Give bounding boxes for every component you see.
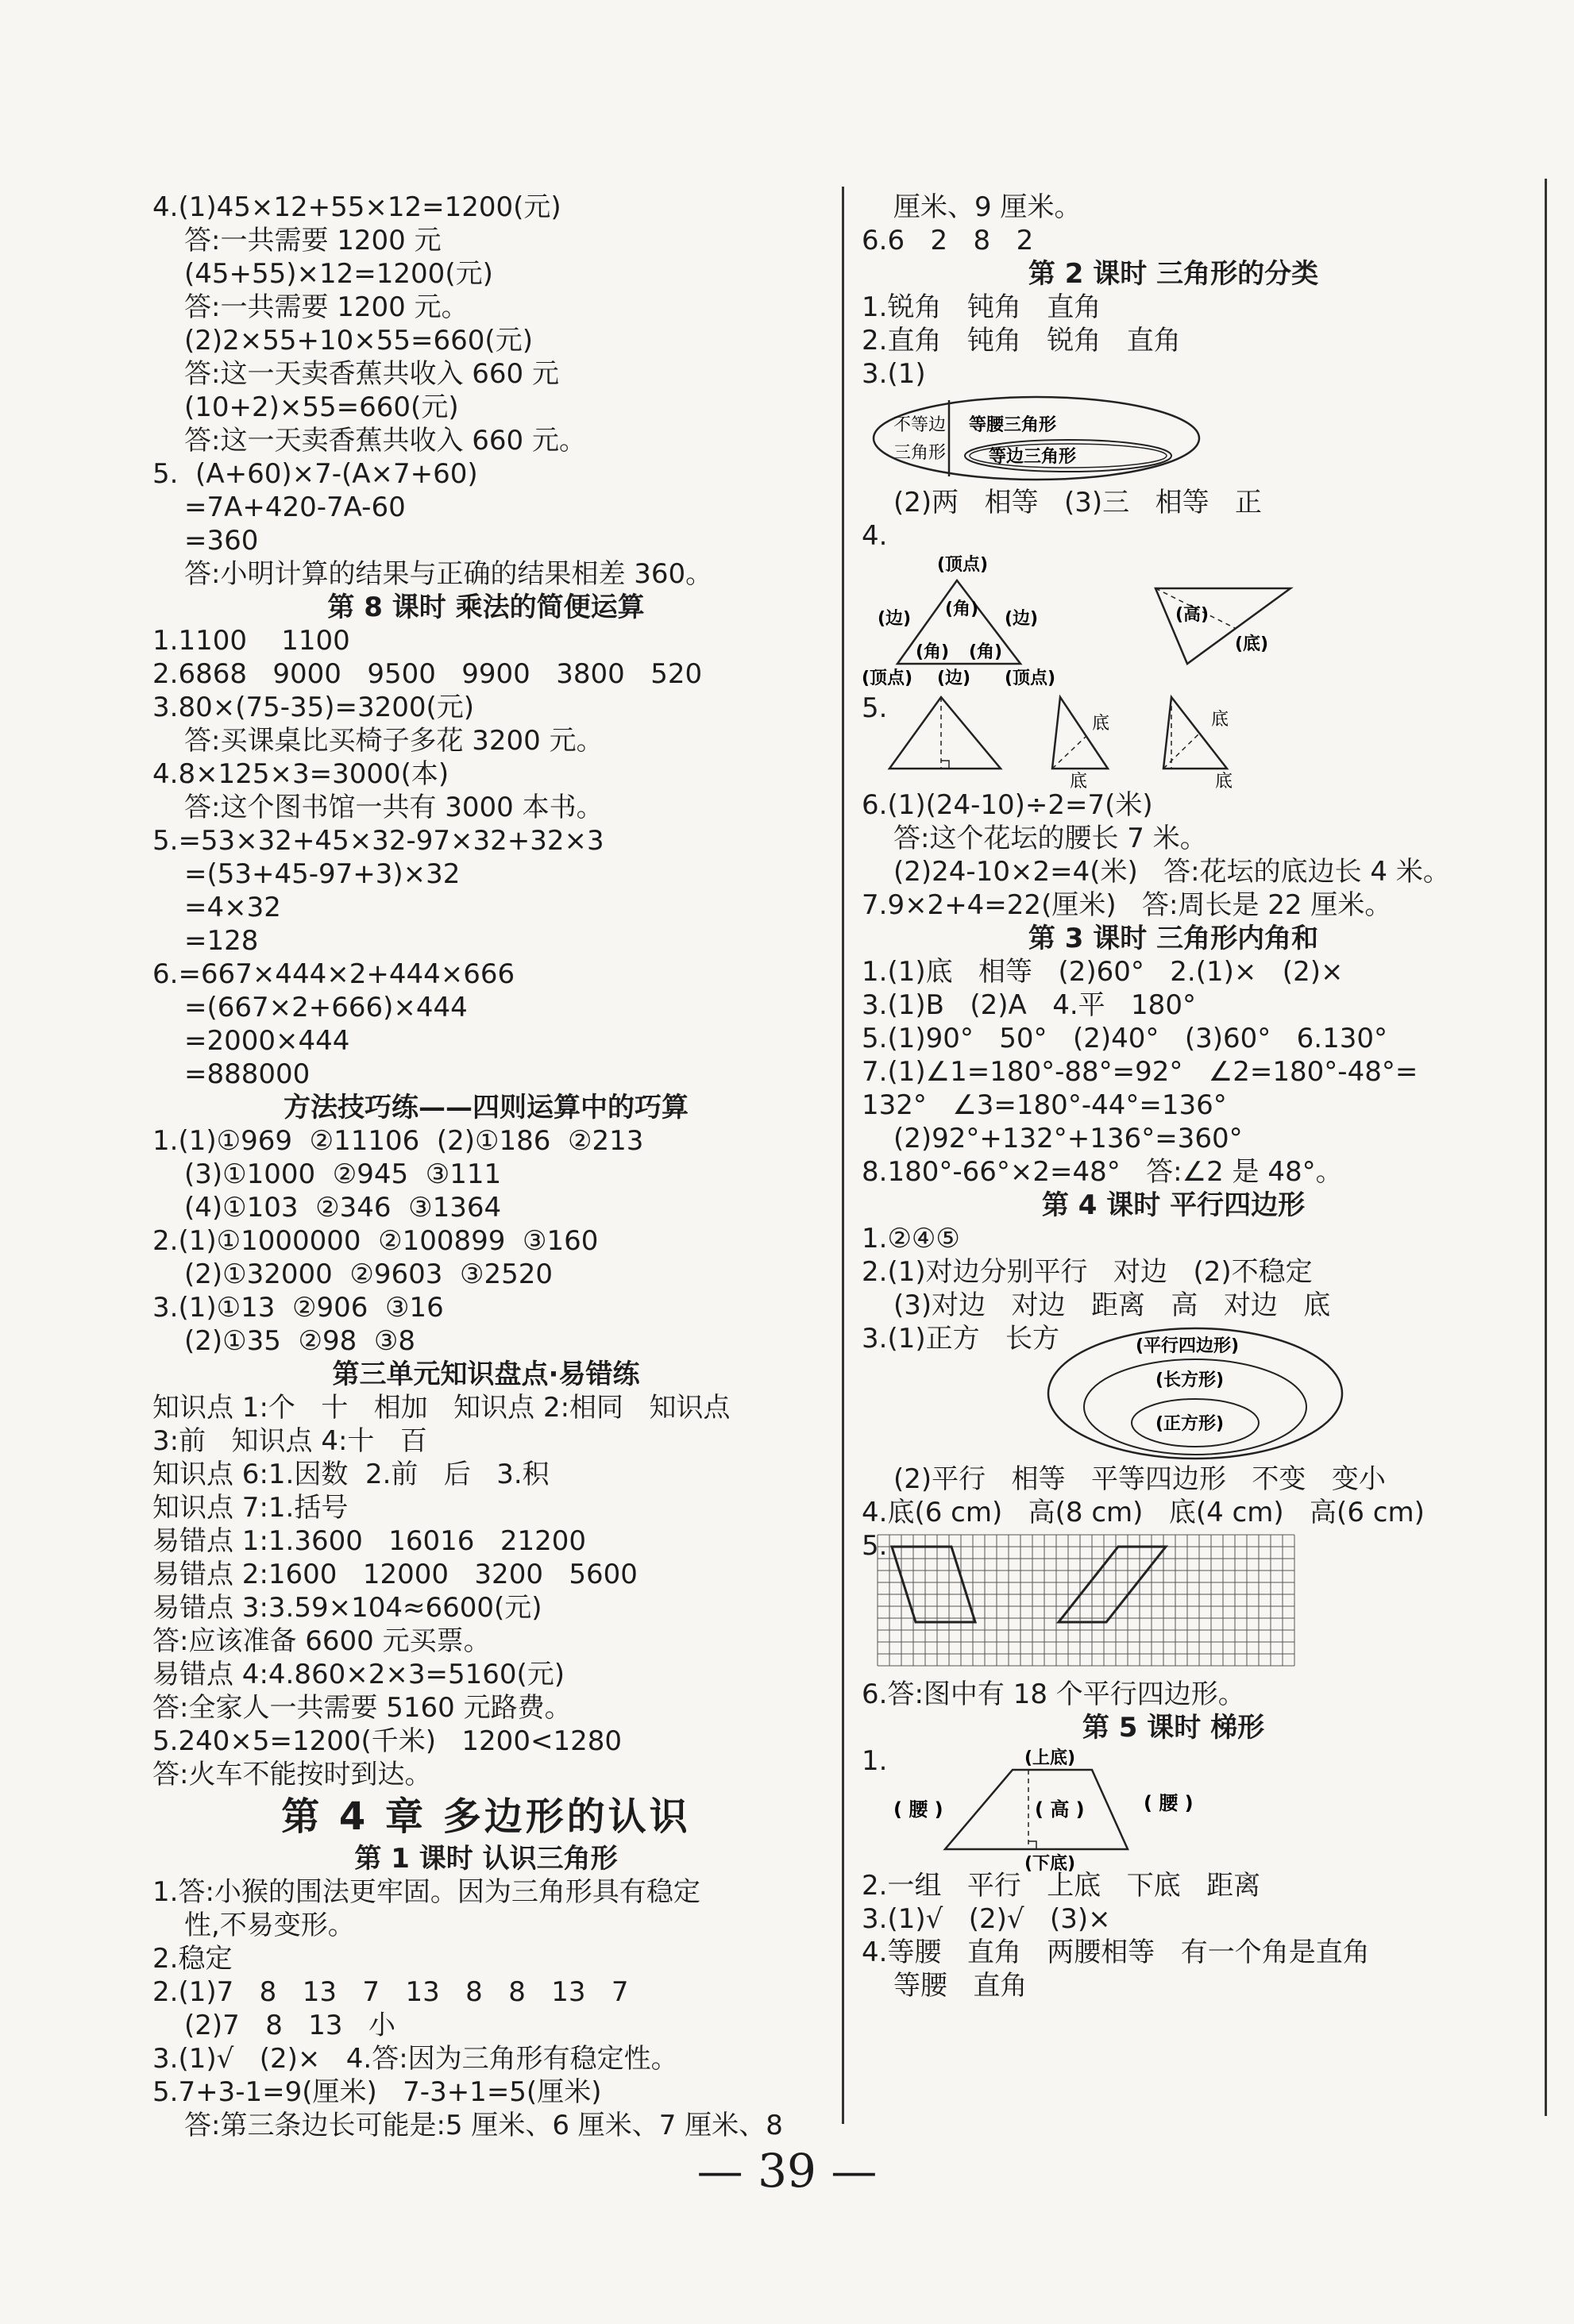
answer-line: 6.(1)(24-10)÷2=7(米) <box>862 789 1153 821</box>
answer-line: (3)对边 对边 距离 高 对边 底 <box>893 1289 1331 1321</box>
answer-line: 2.(1)①1000000 ②100899 ③160 <box>152 1225 599 1257</box>
answer-line: 5. <box>862 692 888 724</box>
answer-line: 性,不易变形。 <box>184 1910 355 1941</box>
label-top-base: (上底) <box>1024 1748 1076 1768</box>
label-side-left: (边) <box>878 609 912 629</box>
answer-line: 答:应该准备 6600 元买票。 <box>152 1625 491 1657</box>
label-height: (高) <box>1175 605 1209 625</box>
answer-line: 5. (A+60)×7-(A×7+60) <box>152 458 478 490</box>
answer-line: 4. <box>862 520 888 552</box>
answer-line: 答:小明计算的结果与正确的结果相差 360。 <box>184 558 713 590</box>
answer-line: 3:前 知识点 4:十 百 <box>152 1425 427 1457</box>
answer-line: 4.底(6 cm) 高(8 cm) 底(4 cm) 高(6 cm) <box>862 1497 1425 1528</box>
answer-line: 5.7+3-1=9(厘米) 7-3+1=5(厘米) <box>152 2076 602 2108</box>
heights-base-label-1: 底 <box>1092 714 1110 734</box>
answer-line: 答:这个图书馆一共有 3000 本书。 <box>184 792 604 823</box>
label-leg-left: ( 腰 ) <box>893 1798 943 1821</box>
answer-line: =128 <box>184 925 259 957</box>
answer-line: (10+2)×55=660(元) <box>184 391 459 423</box>
answer-line: 5.=53×32+45×32-97×32+32×3 <box>152 825 604 857</box>
triangle-parts-figure <box>862 553 1485 692</box>
answer-line: 2.一组 平行 上底 下底 距离 <box>862 1870 1261 1902</box>
answer-line: 5. <box>862 1530 888 1562</box>
chapter-title: 第 4 章 多边形的认识 <box>281 1794 691 1839</box>
answer-line: =2000×444 <box>184 1025 350 1057</box>
heights-figure <box>862 693 1485 792</box>
triangle-classification-diagram <box>862 391 1211 486</box>
label-height: ( 高 ) <box>1035 1798 1085 1821</box>
answer-line: (2)92°+132°+136°=360° <box>893 1123 1243 1154</box>
answer-line: 1.(1)底 相等 (2)60° 2.(1)× (2)× <box>862 956 1344 988</box>
label-angle-right: (角) <box>969 642 1003 662</box>
answer-line: (45+55)×12=1200(元) <box>184 258 493 290</box>
label-square: (正方形) <box>1155 1414 1225 1434</box>
answer-line: 1.锐角 钝角 直角 <box>862 291 1101 323</box>
answer-line: 6.=667×444×2+444×666 <box>152 958 515 990</box>
answer-line: (2)24-10×2=4(米) 答:花坛的底边长 4 米。 <box>893 856 1450 888</box>
answer-line: (2)7 8 13 小 <box>184 2010 395 2041</box>
answer-line: 3.(1)√ (2)√ (3)× <box>862 1903 1111 1935</box>
answer-line: 答:火车不能按时到达。 <box>152 1759 432 1790</box>
answer-line: 1.答:小猴的围法更牢固。因为三角形具有稳定 <box>152 1876 700 1908</box>
answer-line: 2.稳定 <box>152 1943 233 1975</box>
label-angle-left: (角) <box>916 642 950 662</box>
answer-line: 2.6868 9000 9500 9900 3800 520 <box>152 658 703 690</box>
section-heading: 第 5 课时 梯形 <box>1082 1712 1265 1744</box>
answer-line: 7.9×2+4=22(厘米) 答:周长是 22 厘米。 <box>862 889 1392 921</box>
section-heading: 方法技巧练——四则运算中的巧算 <box>284 1092 689 1123</box>
answer-line: =7A+420-7A-60 <box>184 491 406 523</box>
right-block-a <box>862 191 1485 391</box>
answer-line: 答:一共需要 1200 元 <box>184 225 442 256</box>
label-rectangle: (长方形) <box>1155 1370 1225 1390</box>
answer-line: 答:这一天卖香蕉共收入 660 元。 <box>184 425 586 457</box>
triangle-heights-diagram <box>862 693 1338 792</box>
answer-line: 答:一共需要 1200 元。 <box>184 291 469 323</box>
venn-outer-label-2: 三角形 <box>893 443 947 463</box>
label-side-right: (边) <box>1005 609 1039 629</box>
left-column <box>152 191 820 2142</box>
answer-line: 2.(1)7 8 13 7 13 8 8 13 7 <box>152 1976 629 2008</box>
answer-line: 1. <box>862 1745 888 1777</box>
answer-line: 易错点 2:1600 12000 3200 5600 <box>152 1559 638 1590</box>
nested-ellipses-figure <box>862 1324 1485 1463</box>
grid-figure <box>862 1531 1485 1678</box>
label-leg-right: ( 腰 ) <box>1144 1792 1194 1814</box>
label-base: (底) <box>1235 634 1269 654</box>
section-heading: 第 1 课时 认识三角形 <box>354 1843 618 1875</box>
venn-figure <box>862 391 1485 486</box>
answer-line: (2)平行 相等 平等四边形 不变 变小 <box>893 1463 1386 1495</box>
heights-base-label-3: 底 <box>1211 710 1229 730</box>
answer-line: =4×32 <box>184 892 281 923</box>
section-heading: 第 8 课时 乘法的简便运算 <box>327 592 645 623</box>
answer-line: 答:全家人一共需要 5160 元路费。 <box>152 1692 572 1724</box>
answer-line: 答:这一天卖香蕉共收入 660 元 <box>184 358 559 390</box>
answer-line: 2.(1)对边分别平行 对边 (2)不稳定 <box>862 1256 1313 1288</box>
answer-line: 知识点 7:1.括号 <box>152 1492 349 1524</box>
section-heading: 第三单元知识盘点·易错练 <box>332 1359 640 1390</box>
answer-line: =360 <box>184 525 259 557</box>
answer-line: 答:第三条边长可能是:5 厘米、6 厘米、7 厘米、8 <box>184 2110 783 2141</box>
page-number: — 39 — <box>696 2144 878 2198</box>
answer-line: 2.直角 钝角 锐角 直角 <box>862 325 1181 357</box>
answer-line: =(53+45-97+3)×32 <box>184 858 461 890</box>
answer-line: 5.240×5=1200(千米) 1200<1280 <box>152 1725 622 1757</box>
answer-line: 易错点 1:1.3600 16016 21200 <box>152 1525 587 1557</box>
answer-line: 1.1100 1100 <box>152 625 350 657</box>
answer-line: 3.(1)正方 长方 <box>862 1323 1060 1355</box>
answer-line: (2)①32000 ②9603 ③2520 <box>184 1258 554 1290</box>
right-column <box>862 191 1485 2002</box>
answer-line: (2)2×55+10×55=660(元) <box>184 325 533 357</box>
answer-line: 8.180°-66°×2=48° 答:∠2 是 48°。 <box>862 1156 1343 1188</box>
answer-line: 1.②④⑤ <box>862 1223 960 1254</box>
answer-line: 4.等腰 直角 两腰相等 有一个角是直角 <box>862 1937 1370 1968</box>
answer-line: 6.6 2 8 2 <box>862 225 1034 256</box>
venn-outer-label-1: 不等边 <box>893 415 947 435</box>
label-bottom-base: (下底) <box>1024 1854 1076 1874</box>
parallelogram-grid <box>862 1531 1306 1678</box>
answer-line: 厘米、9 厘米。 <box>893 191 1082 223</box>
heights-base-label-4: 底 <box>1215 772 1233 792</box>
answer-line: (4)①103 ②346 ③1364 <box>184 1192 502 1224</box>
label-angle-top: (角) <box>945 599 979 619</box>
answer-line: (3)①1000 ②945 ③111 <box>184 1158 502 1190</box>
answer-line: 3.(1)√ (2)× 4.答:因为三角形有稳定性。 <box>152 2043 678 2075</box>
answer-line: 知识点 1:个 十 相加 知识点 2:相同 知识点 <box>152 1392 731 1424</box>
answer-line: 4.(1)45×12+55×12=1200(元) <box>152 191 561 223</box>
heights-base-label-2: 底 <box>1070 772 1088 792</box>
section-heading: 第 4 课时 平行四边形 <box>1041 1189 1306 1221</box>
right-block-b <box>862 486 1485 553</box>
label-vertex-left: (顶点) <box>862 669 913 688</box>
venn-inner-label-2: 等边三角形 <box>989 447 1077 467</box>
answer-line: 3.(1) <box>862 358 926 390</box>
trapezoid-figure <box>862 1746 1485 1874</box>
section-heading: 第 3 课时 三角形内角和 <box>1028 923 1319 954</box>
quadrilateral-set-diagram <box>862 1324 1418 1463</box>
triangle-parts-diagram <box>862 553 1338 692</box>
answer-line: 易错点 4:4.860×2×3=5160(元) <box>152 1659 565 1690</box>
answer-line: 1.(1)①969 ②11106 (2)①186 ②213 <box>152 1125 644 1157</box>
section-heading: 第 2 课时 三角形的分类 <box>1028 258 1319 290</box>
column-divider <box>842 187 844 2124</box>
label-side-bottom: (边) <box>937 669 971 688</box>
answer-line: 易错点 3:3.59×104≈6600(元) <box>152 1592 542 1624</box>
answer-line: (2)①35 ②98 ③8 <box>184 1325 415 1357</box>
answer-line: 132° ∠3=180°-44°=136° <box>862 1089 1227 1121</box>
label-parallelogram: (平行四边形) <box>1136 1336 1240 1356</box>
answer-line: 知识点 6:1.因数 2.前 后 3.积 <box>152 1459 550 1490</box>
right-block-g <box>862 1869 1485 2002</box>
answer-line: 6.答:图中有 18 个平行四边形。 <box>862 1678 1245 1710</box>
answer-line: (2)两 相等 (3)三 相等 正 <box>893 487 1263 518</box>
answer-line: 5.(1)90° 50° (2)40° (3)60° 6.130° <box>862 1023 1388 1054</box>
right-block-d <box>862 788 1485 1355</box>
answer-line: 等腰 直角 <box>893 1970 1028 2002</box>
answer-line: 答:这个花坛的腰长 7 米。 <box>893 823 1207 854</box>
answer-line: 3.(1)B (2)A 4.平 180° <box>862 989 1196 1021</box>
label-vertex-top: (顶点) <box>937 555 989 575</box>
label-vertex-right: (顶点) <box>1005 669 1056 688</box>
venn-inner-label-1: 等腰三角形 <box>969 415 1057 435</box>
answer-line: =(667×2+666)×444 <box>184 992 468 1023</box>
trapezoid-diagram <box>862 1746 1338 1874</box>
right-border <box>1545 179 1547 2116</box>
answer-line: 3.(1)①13 ②906 ③16 <box>152 1292 444 1324</box>
answer-line: =888000 <box>184 1058 311 1090</box>
answer-line: 4.8×125×3=3000(本) <box>152 758 449 790</box>
answer-line: 答:买课桌比买椅子多花 3200 元。 <box>184 725 604 757</box>
answer-line: 3.80×(75-35)=3200(元) <box>152 692 475 723</box>
answer-line: 7.(1)∠1=180°-88°=92° ∠2=180°-48°= <box>862 1056 1418 1088</box>
